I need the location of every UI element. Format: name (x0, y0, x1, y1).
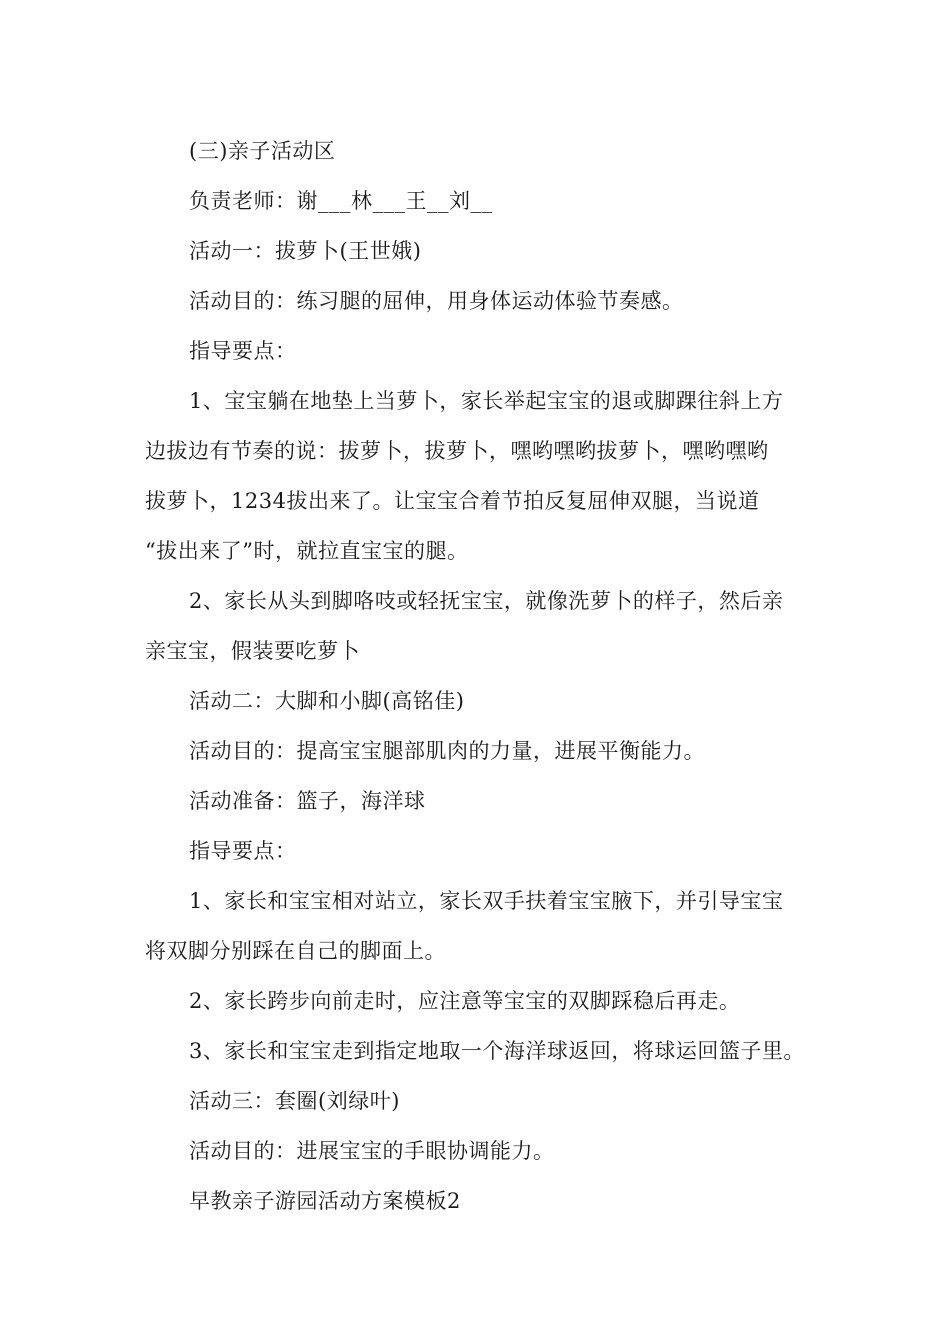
paragraph-line: 将双脚分别踩在自己的脚面上。 (145, 939, 446, 963)
paragraph-line: 2、家长从头到脚咯吱或轻抚宝宝，就像洗萝卜的样子，然后亲 (189, 589, 784, 613)
guidance-heading: 指导要点： (189, 339, 297, 363)
activity-one-goal: 活动目的：练习腿的屈伸，用身体运动体验节奏感。 (189, 289, 684, 313)
section-heading: (三)亲子活动区 (189, 139, 336, 163)
paragraph-line: 亲宝宝，假装要吃萝卜 (145, 639, 360, 663)
template-title: 早教亲子游园活动方案模板2 (189, 1189, 461, 1213)
activity-three-goal: 活动目的：进展宝宝的手眼协调能力。 (189, 1139, 555, 1163)
paragraph-line: 1、家长和宝宝相对站立，家长双手扶着宝宝腋下，并引导宝宝 (189, 889, 784, 913)
paragraph-line: 边拔边有节奏的说：拔萝卜，拔萝卜，嘿哟嘿哟拔萝卜，嘿哟嘿哟 (145, 439, 769, 463)
paragraph-line: 拔萝卜，1234拔出来了。让宝宝合着节拍反复屈伸双腿，当说道 (145, 489, 760, 513)
responsible-teachers: 负责老师：谢___林___王__刘__ (189, 189, 493, 213)
paragraph-line: 2、家长跨步向前走时，应注意等宝宝的双脚踩稳后再走。 (189, 989, 741, 1013)
guidance-heading: 指导要点： (189, 839, 297, 863)
paragraph-line: 3、家长和宝宝走到指定地取一个海洋球返回，将球运回篮子里。 (189, 1039, 805, 1063)
activity-three-title: 活动三：套圈(刘绿叶) (189, 1089, 400, 1113)
paragraph-line: “拔出来了”时，就拉直宝宝的腿。 (145, 539, 469, 563)
activity-two-goal: 活动目的：提高宝宝腿部肌肉的力量，进展平衡能力。 (189, 739, 705, 763)
activity-two-title: 活动二：大脚和小脚(高铭佳) (189, 689, 465, 713)
paragraph-line: 1、宝宝躺在地垫上当萝卜，家长举起宝宝的退或脚踝往斜上方 (189, 389, 784, 413)
activity-one-title: 活动一：拔萝卜(王世娥) (189, 239, 422, 263)
activity-two-preparation: 活动准备：篮子，海洋球 (189, 789, 426, 813)
